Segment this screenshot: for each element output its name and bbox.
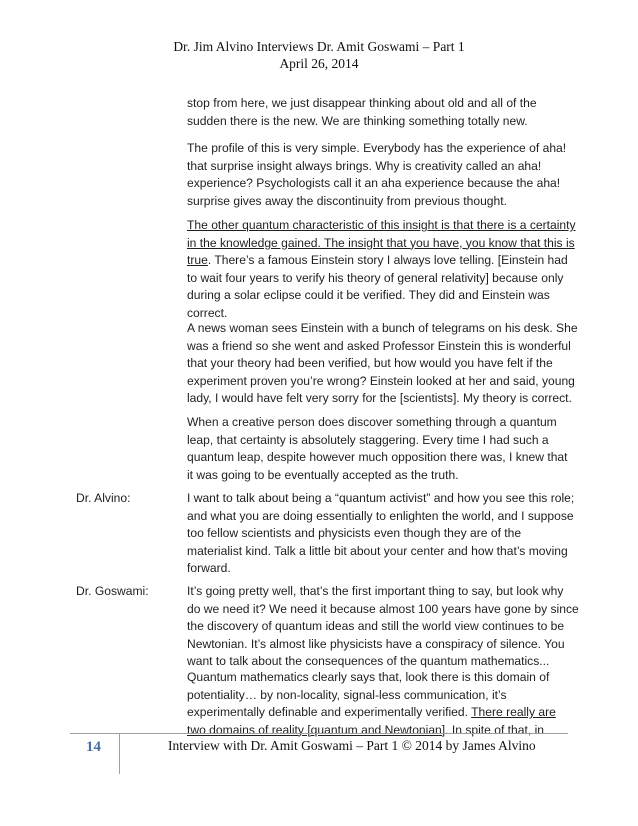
text-line: A news woman sees Einstein with a bunch of telegrams on his desk. She: [187, 321, 578, 335]
text-line: quantum leap, despite however much opposition there was, I knew that: [187, 450, 568, 465]
speaker-label: Dr. Alvino:: [76, 491, 131, 505]
page-number: 14: [86, 739, 101, 755]
text-line: When a creative person does discover something through a quantum: [187, 415, 557, 429]
text-line: sudden there is the new. We are thinking something totally new.: [187, 113, 528, 128]
text-line: The profile of this is very simple. Everybody has the experience of aha!: [187, 141, 567, 155]
paragraph: [187, 95, 577, 130]
text-line: was a friend so she went and asked Professor Einstein this is wonderful: [187, 338, 571, 353]
text-line: experiment proven you’re wrong? Einstein looked at her and said, young: [187, 373, 575, 388]
text-line: I want to talk about being a “quantum activist” and how you see this role;: [187, 491, 575, 505]
text-span: . In spite of that, in: [445, 722, 544, 737]
footer-divider: [70, 733, 568, 734]
footer-text: Interview with Dr. Amit Goswami – Part 1 © 2014 by James Alvino: [168, 738, 536, 753]
text-line: [187, 704, 577, 722]
underlined-line: in the knowledge gained. The insight that you have, you know that this is: [187, 235, 575, 250]
text-span: experimentally definable and experimentally verified.: [187, 705, 472, 720]
text-line: to wait four years to verify his theory of general relativity] because only: [187, 270, 564, 285]
text-line: [187, 252, 577, 270]
text-line: stop from here, we just disappear thinking about old and all of the: [187, 96, 537, 110]
text-line: Newtonian. It’s almost like physicists have a conspiracy of silence. You: [187, 636, 565, 651]
text-line: too fellow scientists and physicists even though they are of the: [187, 526, 522, 541]
text-line: forward.: [187, 561, 231, 576]
paragraph: [187, 583, 577, 671]
text-line: It’s going pretty well, that’s the first important thing to say, but look why: [187, 584, 564, 598]
underlined-line: The other quantum characteristic of this insight is that there is a certainty: [187, 218, 576, 232]
underlined-text: two domains of reality [quantum and Newtonian]: [187, 722, 446, 737]
speaker-label: Dr. Goswami:: [76, 584, 149, 598]
text-line: that surprise insight always brings. Why is creativity called an aha!: [187, 158, 542, 173]
text-line: it was going to be eventually accepted as the truth.: [187, 467, 459, 482]
text-line: lady, I would have felt very sorry for the [scientists]. My theory is correct.: [187, 391, 572, 406]
paragraph: [187, 320, 577, 408]
paragraph: [187, 490, 577, 578]
paragraph: [187, 669, 577, 739]
text-line: do we need it? We need it because almost 100 years have gone by since: [187, 601, 579, 616]
paragraph: [187, 217, 577, 323]
underlined-text: There really are: [471, 705, 556, 720]
text-line: want to talk about the consequences of the quantum mathematics...: [187, 654, 550, 669]
text-line: leap, that certainty is absolutely staggering. Every time I had such a: [187, 432, 549, 447]
text-line: surprise gives away the discontinuity from previous thought.: [187, 193, 507, 208]
running-header-title: Dr. Jim Alvino Interviews Dr. Amit Goswami – Part 1: [173, 39, 465, 54]
text-line: and what you are doing essentially to enlighten the world, and I suppose: [187, 508, 574, 523]
text-line: correct.: [187, 305, 228, 320]
text-line: experience? Psychologists call it an aha experience because the aha!: [187, 176, 561, 191]
footer-vertical-divider: [119, 734, 120, 774]
underlined-text: true: [187, 253, 208, 268]
text-line: potentiality… by non-locality, signal-less communication, it’s: [187, 687, 507, 702]
text-span: . There’s a famous Einstein story I always love telling. [Einstein had: [207, 253, 568, 268]
text-line: materialist kind. Talk a little bit about your center and how that’s moving: [187, 543, 568, 558]
text-line: the discovery of quantum ideas and still the world view continues to be: [187, 619, 565, 634]
paragraph: [187, 414, 577, 484]
text-line: during a solar eclipse could it be verified. They did and Einstein was: [187, 288, 550, 303]
text-line: Quantum mathematics clearly says that, look there is this domain of: [187, 670, 550, 684]
text-line: [187, 722, 577, 740]
running-header-date: April 26, 2014: [279, 56, 359, 71]
text-line: that your theory had been verified, but how would you have felt if the: [187, 356, 553, 371]
paragraph: [187, 140, 577, 210]
